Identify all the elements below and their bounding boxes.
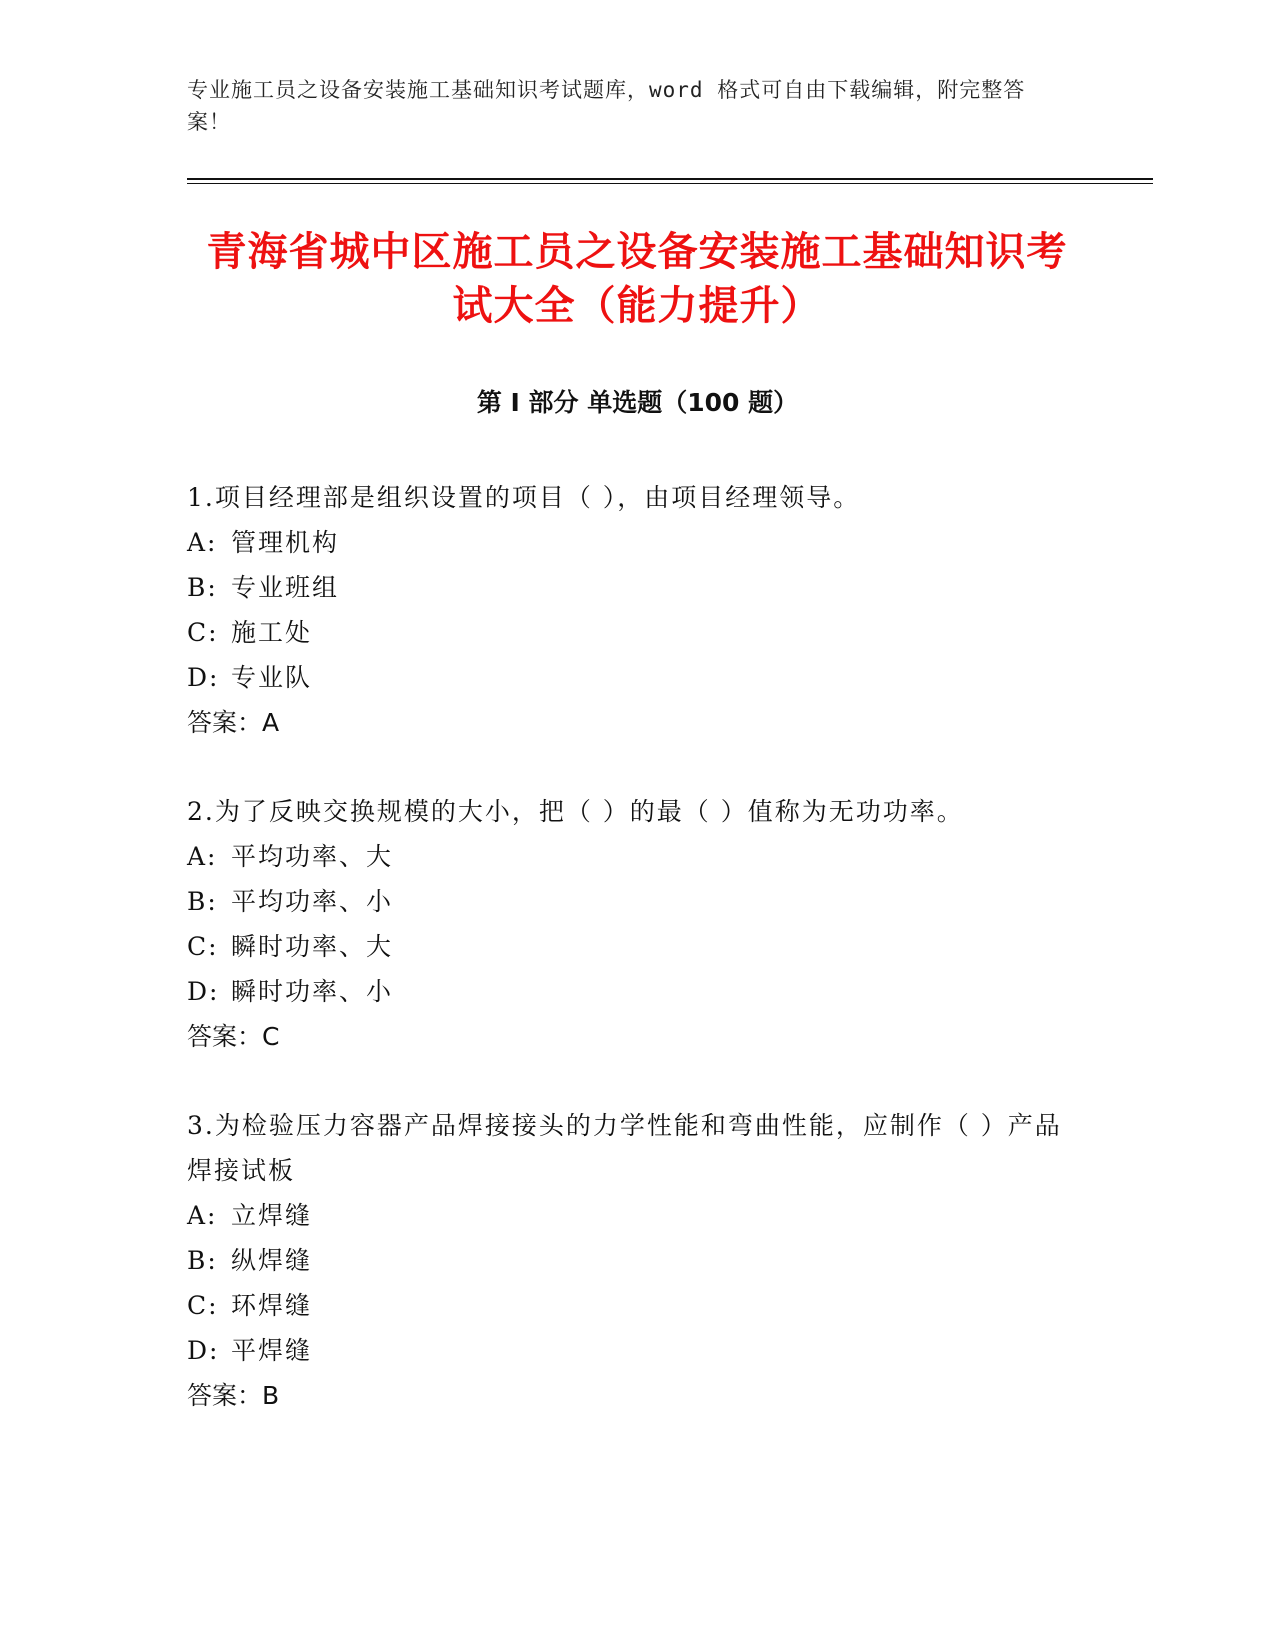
question-stem: 3.为检验压力容器产品焊接接头的力学性能和弯曲性能，应制作（ ）产品焊接试板 — [187, 1111, 1062, 1185]
question-option — [187, 565, 1087, 610]
question-option — [187, 655, 1087, 700]
option-letter: A: — [187, 842, 218, 871]
question-option — [187, 1193, 1087, 1238]
question-stem: 1.项目经理部是组织设置的项目（ ），由项目经理领导。 — [187, 483, 861, 512]
header-note: 专业施工员之设备安装施工基础知识考试题库，word 格式可自由下载编辑，附完整答案！ — [187, 78, 1026, 134]
option-letter: D: — [187, 977, 220, 1006]
option-text: 施工处 — [231, 618, 313, 647]
document-title: 青海省城中区施工员之设备安装施工基础知识考试大全（能力提升） — [206, 229, 1068, 329]
header-divider-thin — [187, 183, 1153, 184]
option-text: 环焊缝 — [231, 1291, 313, 1320]
option-text: 平均功率、大 — [231, 842, 394, 871]
option-letter: C: — [187, 1291, 219, 1320]
question-option — [187, 1283, 1087, 1328]
question-option — [187, 924, 1087, 969]
option-text: 平焊缝 — [231, 1336, 313, 1365]
option-letter: B: — [187, 573, 218, 602]
option-letter: C: — [187, 618, 219, 647]
question-option — [187, 1328, 1087, 1373]
question-option — [187, 610, 1087, 655]
option-text: 平均功率、小 — [231, 887, 394, 916]
question-item — [187, 475, 1087, 745]
question-option — [187, 969, 1087, 1014]
option-text: 管理机构 — [231, 528, 340, 557]
option-letter: B: — [187, 887, 218, 916]
option-text: 瞬时功率、大 — [231, 932, 394, 961]
question-stem: 2.为了反映交换规模的大小，把（ ）的最（ ）值称为无功功率。 — [187, 797, 964, 826]
question-option — [187, 1238, 1087, 1283]
option-letter: D: — [187, 1336, 220, 1365]
question-option — [187, 520, 1087, 565]
option-letter: A: — [187, 528, 218, 557]
option-letter: A: — [187, 1201, 218, 1230]
option-text: 纵焊缝 — [231, 1246, 313, 1275]
question-item — [187, 789, 1087, 1059]
header-divider-thick — [187, 178, 1153, 180]
question-answer: 答案：A — [187, 708, 280, 737]
option-letter: B: — [187, 1246, 218, 1275]
section-title: 第 I 部分 单选题（100 题） — [476, 388, 799, 417]
option-text: 瞬时功率、小 — [231, 977, 394, 1006]
question-item — [187, 1103, 1087, 1418]
question-option — [187, 879, 1087, 924]
question-answer: 答案：C — [187, 1022, 280, 1051]
question-option — [187, 834, 1087, 879]
option-letter: D: — [187, 663, 220, 692]
question-list — [187, 475, 1087, 1462]
question-answer: 答案：B — [187, 1381, 280, 1410]
option-letter: C: — [187, 932, 219, 961]
option-text: 专业班组 — [231, 573, 340, 602]
option-text: 立焊缝 — [231, 1201, 313, 1230]
option-text: 专业队 — [231, 663, 313, 692]
